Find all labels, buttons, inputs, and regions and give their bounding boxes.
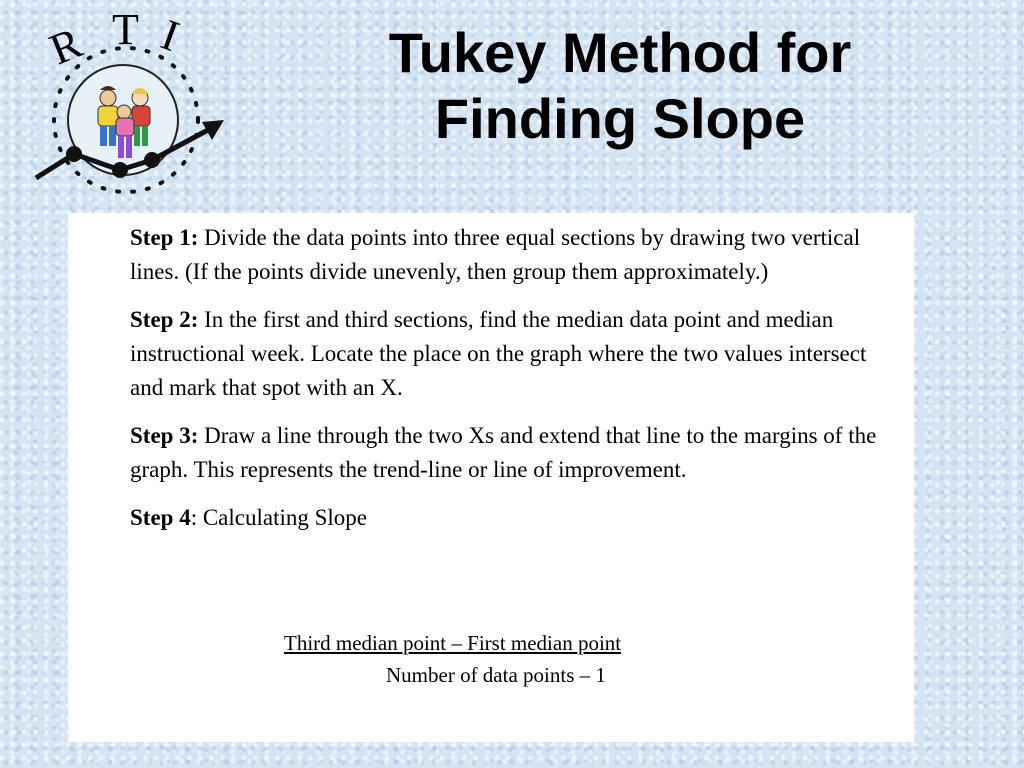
step-1-text: Divide the data points into three equal sections by drawing two vertical lines. (If the points divide unevenly, then group them approximately.): [130, 225, 861, 284]
step-2-text: In the first and third sections, find the median data point and median instructional week. Locate the place on the graph where the two values intersect and mark that spot with an X.: [130, 307, 867, 400]
step-3: [130, 419, 900, 487]
step-2: [130, 303, 900, 405]
step-1: [130, 221, 900, 289]
data-point-1: [66, 146, 82, 162]
content-panel: [68, 213, 914, 742]
title-line-1: Tukey Method for: [388, 21, 852, 84]
data-point-2: [112, 162, 128, 178]
data-point-3: [144, 152, 160, 168]
step-2-label: Step 2:: [130, 307, 199, 332]
rti-letter-i: I: [154, 9, 186, 61]
step-4-text: : Calculating Slope: [190, 505, 368, 530]
steps-list: [130, 221, 900, 549]
rti-logo: [30, 8, 230, 198]
formula-denominator: Number of data points – 1: [386, 663, 606, 687]
step-3-text: Draw a line through the two Xs and extend that line to the margins of the graph. This represents the trend-line or line of improvement.: [130, 423, 877, 482]
title-line-2: Finding Slope: [434, 87, 806, 150]
page-title: [300, 20, 940, 152]
step-4: [130, 501, 900, 535]
step-1-label: Step 1:: [130, 225, 199, 250]
step-3-label: Step 3:: [130, 423, 199, 448]
step-4-label: Step 4: [130, 505, 191, 530]
rti-letter-r: R: [43, 17, 89, 75]
formula-numerator: Third median point – First median point: [284, 631, 622, 655]
rti-letter-t: T: [112, 8, 139, 54]
rti-logo-graphic: [30, 8, 230, 198]
